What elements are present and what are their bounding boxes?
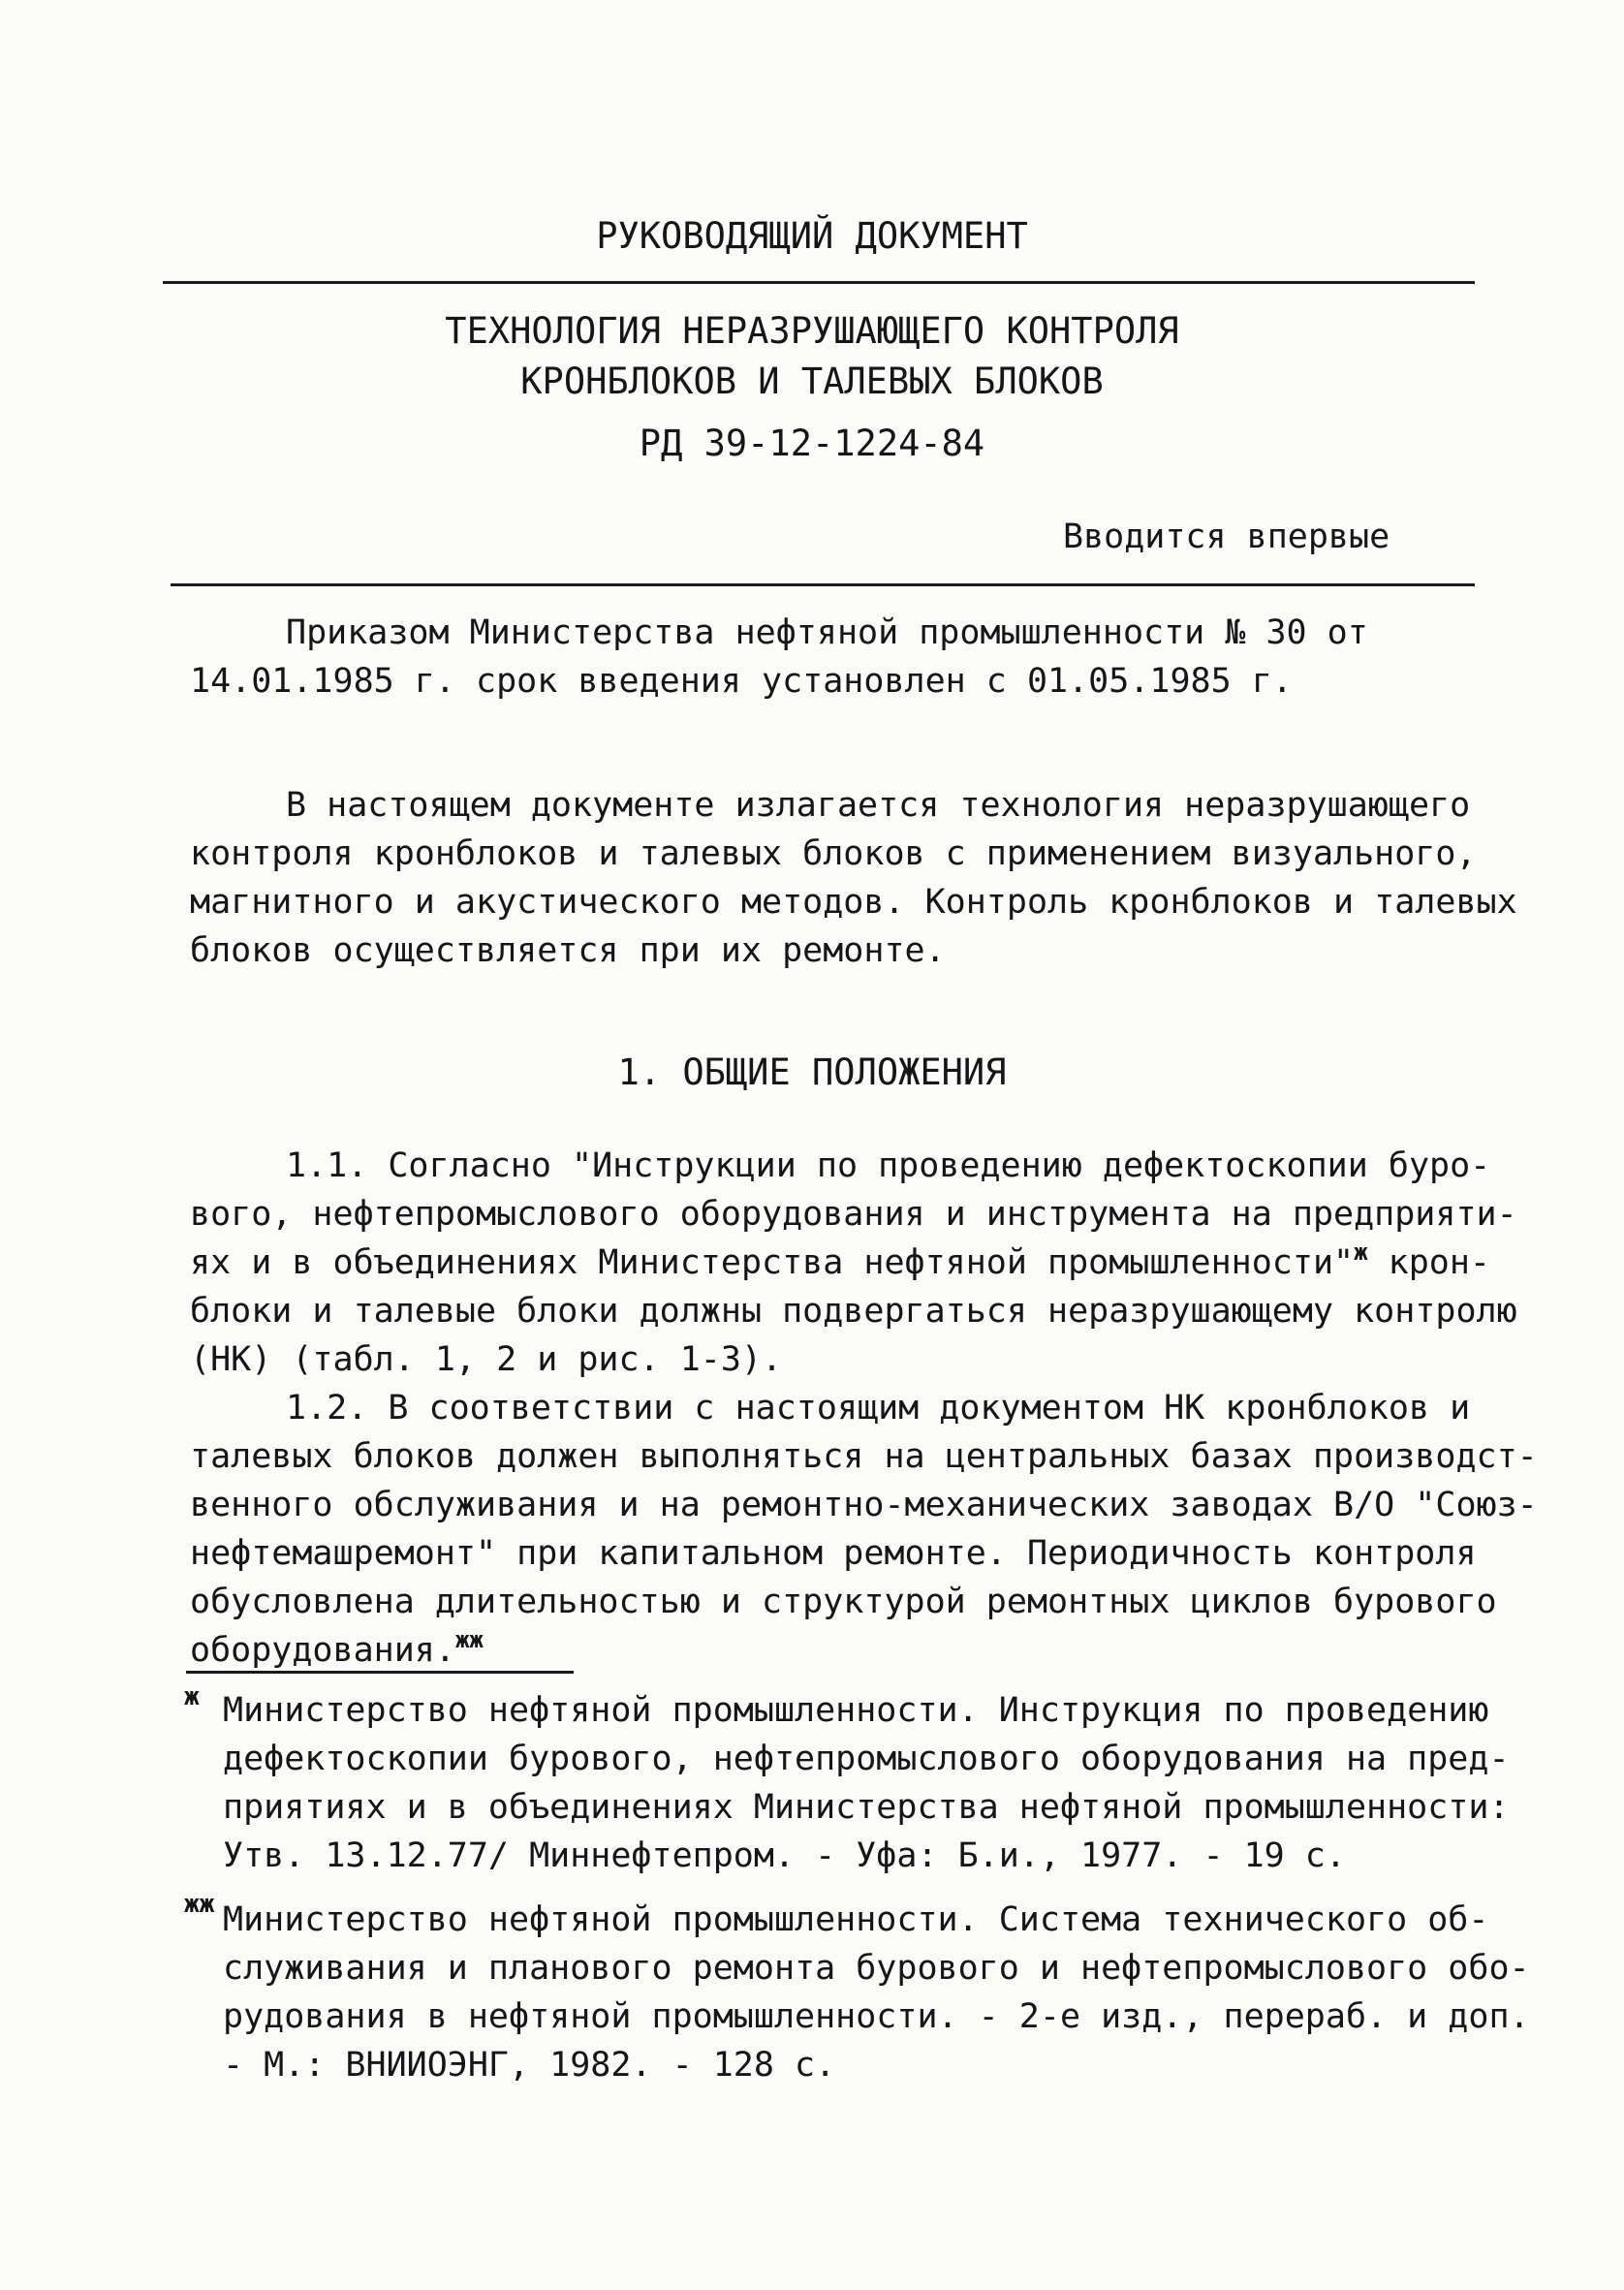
footnote2-line3: рудования в нефтяной промышленности. - 2-е изд., перераб. и доп. [223, 1997, 1530, 2036]
footnote1-line1: Министерство нефтяной промышленности. Инструкция по проведению [223, 1691, 1489, 1730]
footnote1-line4: Утв. 13.12.77/ Миннефтепром. - Уфа: Б.и., 1977. - 19 с. [223, 1836, 1346, 1875]
footnote2-mark: жж [184, 1890, 215, 1919]
para1-line5: (НК) (табл. 1, 2 и рис. 1-3). [190, 1340, 783, 1379]
doc-code: РД 39-12-1224-84 [639, 423, 985, 464]
para1-line1: 1.1. Согласно "Инструкции по проведению дефектоскопии буро- [286, 1146, 1491, 1185]
intro-line3: магнитного и акустического методов. Контроль кронблоков и талевых [190, 883, 1517, 922]
footnote-ref-2: жж [454, 1626, 484, 1653]
doc-title-line1: ТЕХНОЛОГИЯ НЕРАЗРУШАЮЩЕГО КОНТРОЛЯ [445, 310, 1179, 352]
footnote2-line2: служивания и планового ремонта бурового и нефтепромыслового обо- [223, 1949, 1530, 1988]
doc-title-line2: КРОНБЛОКОВ И ТАЛЕВЫХ БЛОКОВ [520, 361, 1104, 402]
order-line1: Приказом Министерства нефтяной промышленности № 30 от [286, 613, 1368, 652]
order-line2: 14.01.1985 г. срок введения установлен с 01.05.1985 г. [190, 662, 1293, 701]
para2-line1: 1.2. В соответствии с настоящим документом НК кронблоков и [286, 1389, 1471, 1427]
footnote-divider [186, 1671, 574, 1674]
intro-line2: контроля кронблоков и талевых блоков с применением визуального, [190, 834, 1477, 873]
para1-line3-text: ях и в объединениях Министерства нефтяной промышленности" [190, 1243, 1355, 1282]
para2-line6-text: оборудования. [190, 1631, 455, 1670]
doc-status: Вводится впервые [1063, 518, 1390, 556]
intro-line1: В настоящем документе излагается технология неразрушающего [286, 786, 1471, 825]
para1-line4: блоки и талевые блоки должны подвергаться неразрушающему контролю [190, 1292, 1517, 1331]
doc-type-heading: РУКОВОДЯЩИЙ ДОКУМЕНТ [596, 215, 1028, 257]
para1-line3 [190, 1239, 1490, 1283]
footnote2-line1: Министерство нефтяной промышленности. Система технического об- [223, 1900, 1489, 1939]
status-divider [171, 583, 1475, 586]
para1-line3-end: крон- [1367, 1243, 1490, 1282]
section-heading: 1. ОБЩИЕ ПОЛОЖЕНИЯ [617, 1051, 1007, 1093]
para2-line6 [190, 1626, 484, 1671]
footnote2-line4: - М.: ВНИИОЭНГ, 1982. - 128 с. [223, 2046, 836, 2085]
footnote-ref-1: ж [1354, 1239, 1368, 1266]
para2-line5: обусловлена длительностью и структурой ремонтных циклов бурового [190, 1583, 1497, 1621]
intro-line4: блоков осуществляется при их ремонте. [190, 931, 946, 970]
header-divider [163, 281, 1475, 284]
para2-line3: венного обслуживания и на ремонтно-механических заводах В/О "Союз- [190, 1486, 1538, 1524]
footnote1-mark: ж [184, 1682, 200, 1711]
footnote1-line2: дефектоскопии бурового, нефтепромыслового оборудования на пред- [223, 1740, 1510, 1778]
para2-line4: нефтемашремонт" при капитальном ремонте. Периодичность контроля [190, 1534, 1477, 1573]
footnote1-line3: приятиях и в объединениях Министерства нефтяной промышленности: [223, 1788, 1510, 1827]
para2-line2: талевых блоков должен выполняться на центральных базах производст- [190, 1437, 1538, 1476]
para1-line2: вого, нефтепромыслового оборудования и инструмента на предприяти- [190, 1195, 1517, 1234]
